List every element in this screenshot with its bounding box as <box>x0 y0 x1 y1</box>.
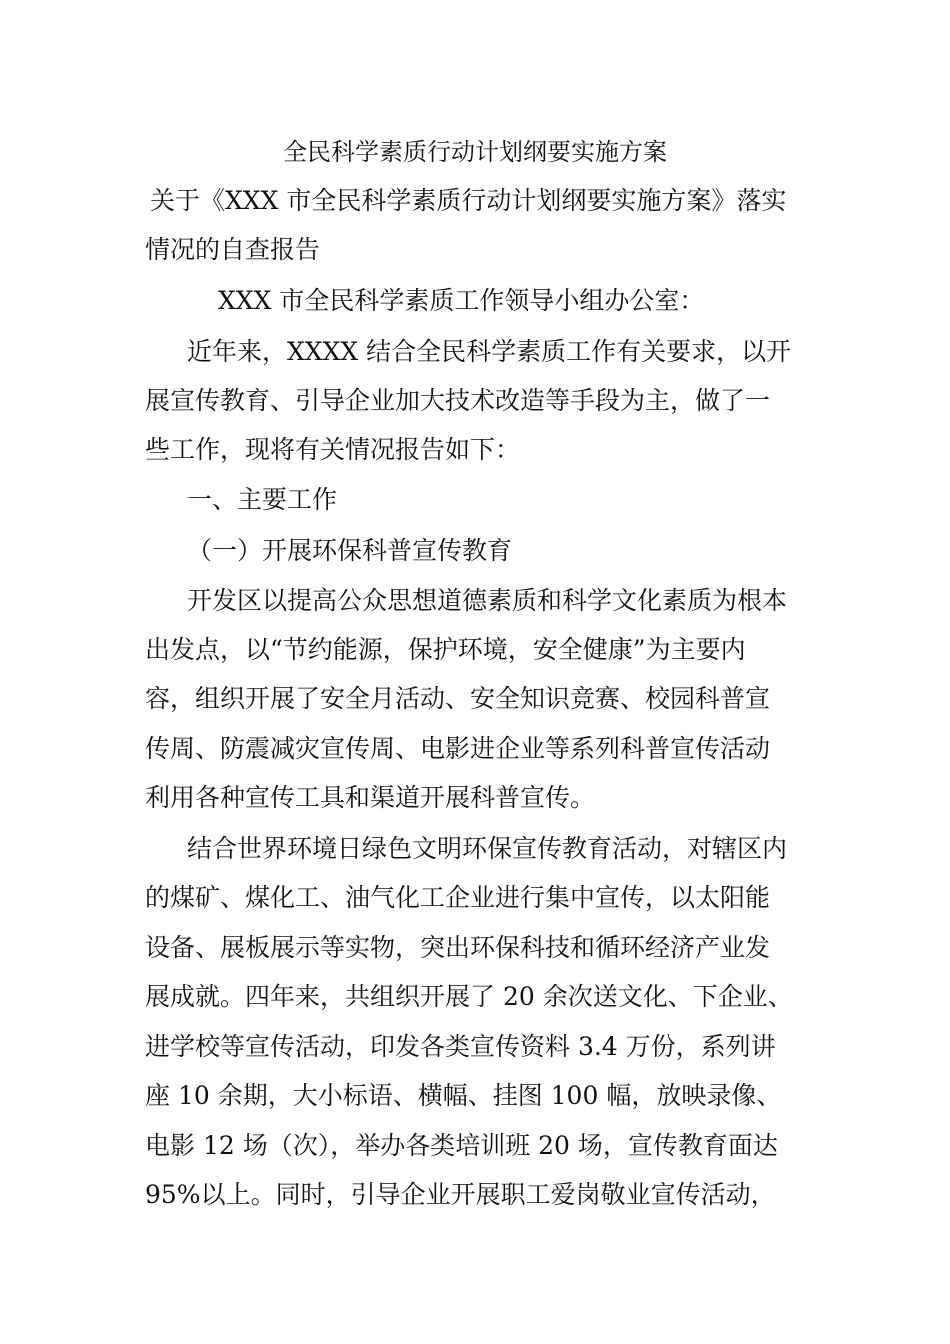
paragraph-2-line-1: 结合世界环境日绿色文明环保宣传教育活动，对辖区内 <box>187 834 788 863</box>
paragraph-2-line-5: 进学校等宣传活动，印发各类宣传资料 3.4 万份，系列讲 <box>145 1032 776 1061</box>
paragraph-1-line-1: 开发区以提高公众思想道德素质和科学文化素质为根本 <box>187 586 788 615</box>
paragraph-1-line-5: 利用各种宣传工具和渠道开展科普宣传。 <box>145 783 596 812</box>
paragraph-2-line-4: 展成就。四年来，共组织开展了 20 余次送文化、下企业、 <box>145 982 793 1011</box>
report-title-line-1: 关于《XXX 市全民科学素质行动计划纲要实施方案》落实 <box>150 186 787 215</box>
paragraph-2-line-8: 95%以上。同时，引导企业开展职工爱岗敬业宣传活动， <box>145 1180 776 1209</box>
paragraph-2-line-7: 电影 12 场（次），举办各类培训班 20 场，宣传教育面达 <box>145 1131 778 1160</box>
paragraph-2-line-2: 的煤矿、煤化工、油气化工企业进行集中宣传，以太阳能 <box>145 883 771 912</box>
intro-line-2: 展宣传教育、引导企业加大技术改造等手段为主，做了一 <box>145 386 771 415</box>
addressee-line: XXX 市全民科学素质工作领导小组办公室： <box>218 286 705 315</box>
intro-line-1: 近年来，XXXX 结合全民科学素质工作有关要求，以开 <box>187 337 792 366</box>
paragraph-2-line-3: 设备、展板展示等实物，突出环保科技和循环经济产业发 <box>145 933 771 962</box>
report-title-line-2: 情况的自查报告 <box>145 235 321 264</box>
document-title: 全民科学素质行动计划纲要实施方案 <box>283 138 667 166</box>
section-heading: 一、主要工作 <box>187 485 338 514</box>
paragraph-1-line-3: 容，组织开展了安全月活动、安全知识竞赛、校园科普宣 <box>145 684 771 713</box>
paragraph-1-line-2: 出发点，以“节约能源，保护环境，安全健康”为主要内 <box>145 635 746 664</box>
intro-line-3: 些工作，现将有关情况报告如下： <box>145 435 521 464</box>
subsection-heading: （一）开展环保科普宣传教育 <box>187 536 513 565</box>
paragraph-2-line-6: 座 10 余期，大小标语、横幅、挂图 100 幅，放映录像、 <box>145 1081 782 1110</box>
paragraph-1-line-4: 传周、防震减灾宣传周、电影进企业等系列科普宣传活动 <box>145 734 771 763</box>
